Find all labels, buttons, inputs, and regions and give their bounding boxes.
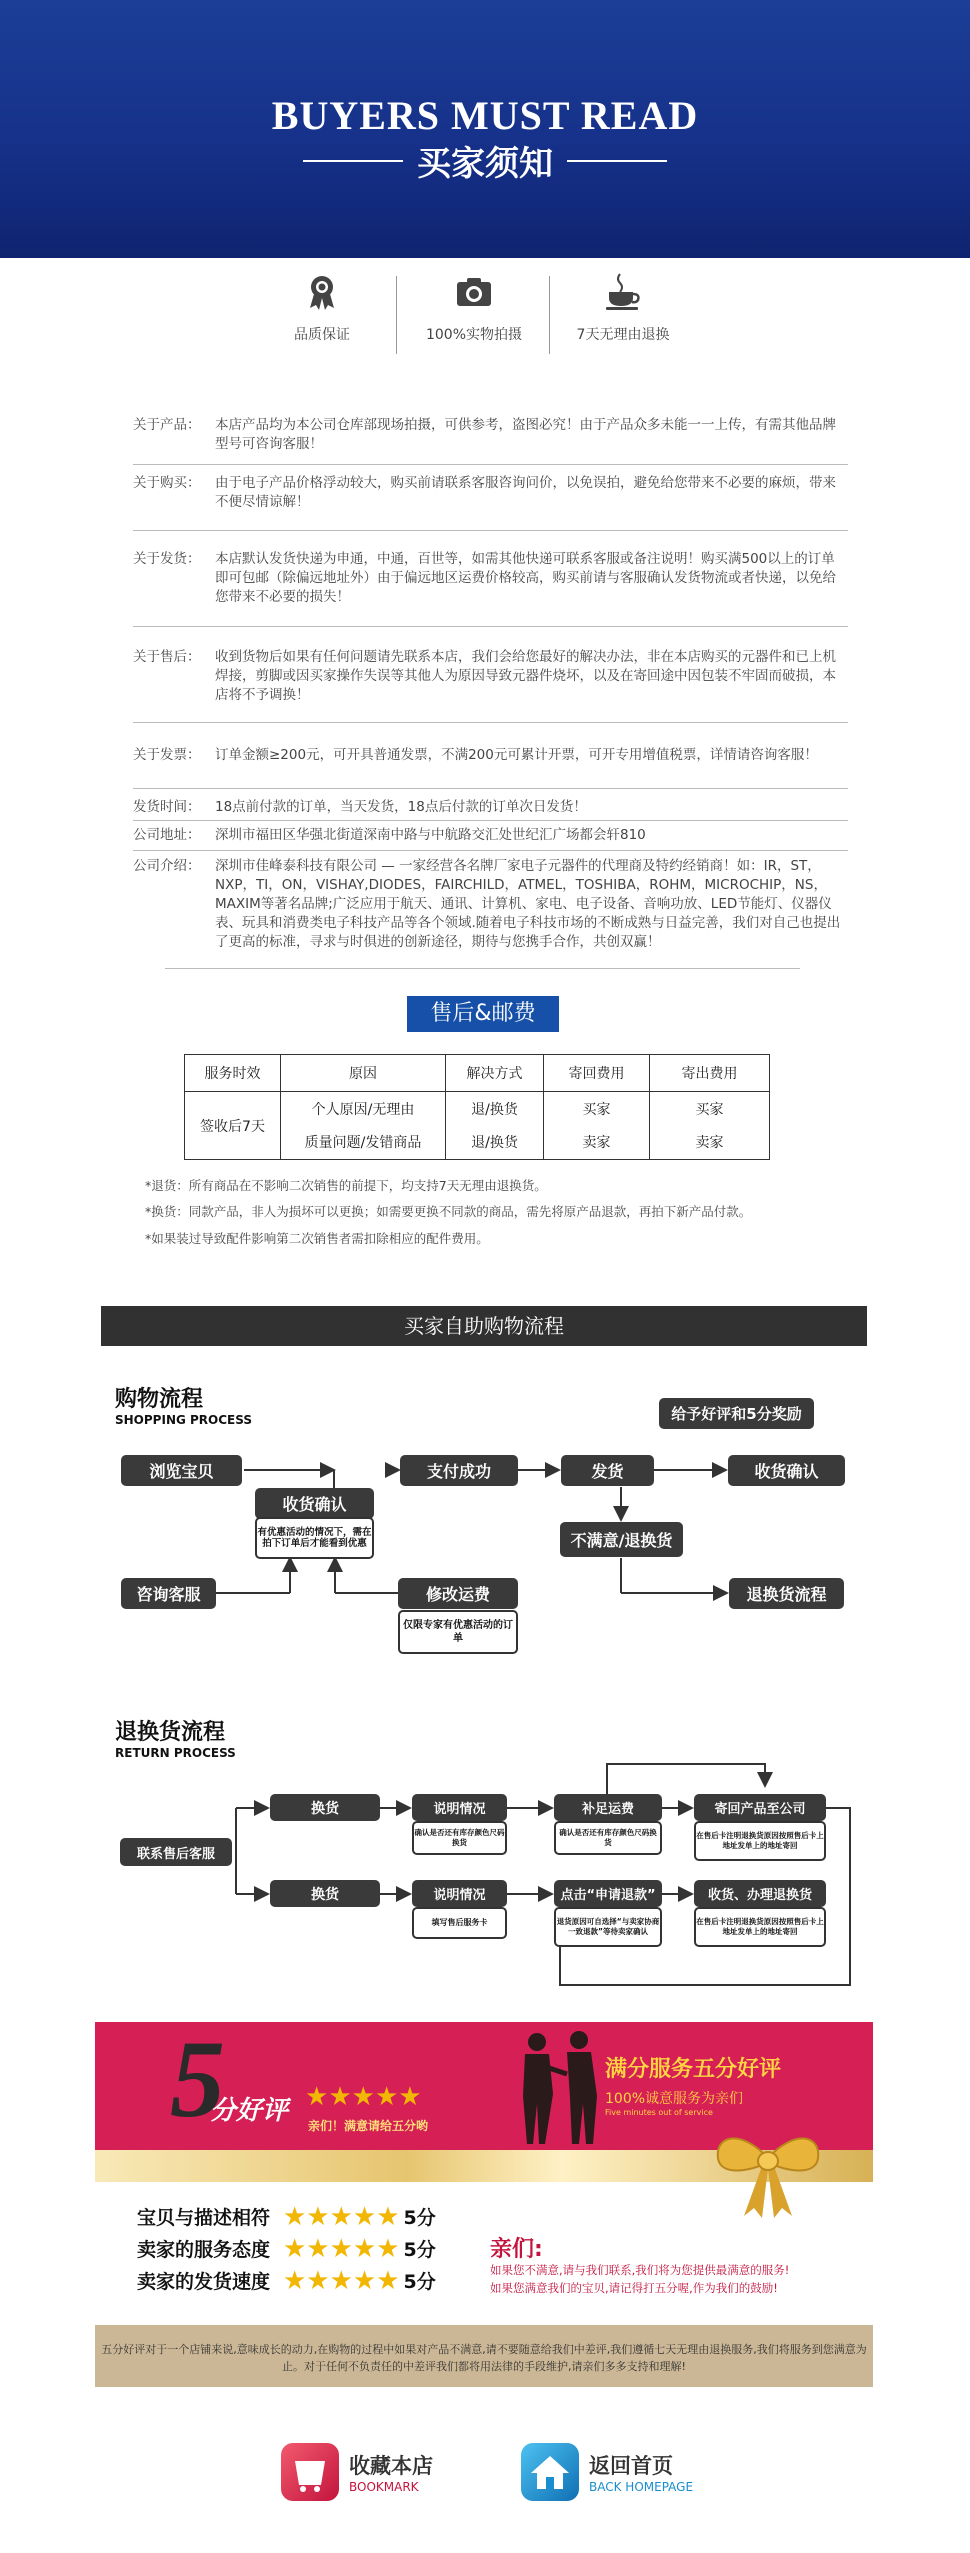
promo-stars <box>305 2084 422 2110</box>
rating-score: 5分 <box>403 2239 436 2261</box>
star-icon: ★ <box>328 2082 352 2112</box>
info-label: 发货时间： <box>133 799 201 815</box>
bow-icon <box>710 2128 826 2220</box>
table-cell: 卖家 <box>544 1126 650 1160</box>
info-text: 本店产品均为本公司仓库部现场拍摄，可供参考，盗图必究！由于产品众多未能一一上传，有需其他品牌型号可咨询客服！ <box>215 417 836 452</box>
info-label: 关于发票： <box>133 747 201 763</box>
table-cell: 签收后7天 <box>185 1092 281 1160</box>
handshake-silhouette-icon <box>513 2028 605 2148</box>
dear-line: 如果您不满意,请与我们联系,我们将为您提供最满意的服务! <box>490 2263 790 2277</box>
after-sale-title: 售后&邮费 <box>407 996 559 1032</box>
star-icon: ★★★★★ <box>283 2265 400 2296</box>
dear-line: 如果您满意我们的宝贝,请记得打五分喔,作为我们的鼓励! <box>490 2281 778 2295</box>
home-button[interactable] <box>521 2443 693 2501</box>
table-cell: 买家 <box>544 1092 650 1126</box>
return-heading <box>115 1715 236 1760</box>
consult-node: 咨询客服 <box>121 1578 216 1609</box>
receive-node: 收货确认 <box>728 1455 845 1486</box>
star-icon: ★ <box>398 2082 422 2112</box>
info-label: 关于发货： <box>133 551 201 567</box>
star-icon: ★ <box>351 2082 375 2112</box>
flow-title-bar: 买家自助购物流程 <box>101 1306 867 1346</box>
table-cell: 买家 <box>650 1092 770 1126</box>
supplement-fee-node: 补足运费 <box>554 1794 662 1821</box>
table-cell: 卖家 <box>650 1126 770 1160</box>
table-cell: 退/换货 <box>446 1126 544 1160</box>
ship-node: 发货 <box>561 1455 654 1486</box>
explain-note: 确认是否还有库存颜色尺码换货 <box>412 1821 507 1855</box>
rating-label: 卖家的服务态度 <box>137 2239 271 2261</box>
table-header: 寄出费用 <box>650 1055 770 1092</box>
table-header: 原因 <box>281 1055 446 1092</box>
info-text: 订单金额≥200元，可开具普通发票，不满200元可累计开票，可开专用增值税票，详情请咨询客服！ <box>215 747 818 763</box>
info-label: 关于购买： <box>133 475 201 491</box>
big-five: 5 <box>170 2018 225 2140</box>
contact-service-node: 联系售后客服 <box>120 1838 232 1866</box>
explain-note: 填写售后服务卡 <box>412 1907 507 1939</box>
rating-row <box>137 2235 436 2262</box>
badge-label: 品质保证 <box>294 327 350 343</box>
promo-right-sub: 100%诚意服务为亲们 <box>605 2091 744 2107</box>
info-text: 由于电子产品价格浮动较大，购买前请联系客服咨询问价，以免误拍，避免给您带来不必要的麻烦，带来不便尽情谅解！ <box>215 475 836 510</box>
section-title: 购物流程 <box>115 1387 204 1412</box>
table-header: 服务时效 <box>185 1055 281 1092</box>
send-back-node: 寄回产品至公司 <box>694 1794 826 1821</box>
info-text: 收到货物后如果有任何问题请先联系本店，我们会给您最好的解决办法，非在本店购买的元器件和已上机焊接，剪脚或因买家操作失误等其他人为原因导致元器件烧坏，以及在寄回途中因包装不牢固而破损，本店将不予调换！ <box>215 649 836 703</box>
rating-score: 5分 <box>403 2207 436 2229</box>
apply-refund-node: 点击“申请退款” <box>554 1880 662 1907</box>
promo-sub: 亲们！满意请给五分哟 <box>308 2119 429 2133</box>
section-subtitle: RETURN PROCESS <box>115 1746 236 1760</box>
review-node: 给予好评和5分奖励 <box>659 1398 814 1429</box>
rating-row <box>137 2203 436 2230</box>
bookmark-sub: BOOKMARK <box>349 2480 419 2494</box>
info-label: 关于产品： <box>133 417 201 433</box>
section-subtitle: SHOPPING PROCESS <box>115 1413 252 1427</box>
info-text: 18点前付款的订单，当天发货，18点后付款的订单次日发货！ <box>215 799 587 815</box>
banner-title-cn: 买家须知 <box>417 144 553 184</box>
star-icon: ★ <box>374 2082 399 2112</box>
note-exchange: *换货：同款产品，非人为损坏可以更换；如需要更换不同款的商品，需先将原产品退款，再拍下新产品付款。 <box>145 1204 752 1219</box>
exchange-node: 换货 <box>270 1794 380 1821</box>
confirm-note: 有优惠活动的情况下，需在拍下订单后才能看到优惠 <box>255 1517 374 1559</box>
home-sub: BACK HOMEPAGE <box>589 2480 694 2494</box>
explain-node: 说明情况 <box>412 1794 507 1821</box>
rating-label: 宝贝与描述相符 <box>137 2207 271 2229</box>
rating-label: 卖家的发货速度 <box>137 2271 271 2293</box>
star-icon: ★ <box>305 2082 329 2112</box>
rating-row <box>137 2267 436 2294</box>
modify-fee-node: 修改运费 <box>398 1578 518 1609</box>
info-text: 深圳市福田区华强北街道深南中路与中航路交汇处世纪汇广场都会轩810 <box>215 827 646 843</box>
note-return: *退货：所有商品在不影响二次销售的前提下，均支持7天无理由退换货。 <box>145 1178 547 1193</box>
bookmark-icon <box>281 2443 339 2501</box>
star-icon: ★★★★★ <box>283 2201 400 2232</box>
footer-notice: 五分好评对于一个店铺来说,意味成长的动力,在购物的过程中如果对产品不满意,请不要随意给我们中差评,我们遵循七天无理由退换服务,我们将服务到您满意为止。对于任何不负责任的中差评我们都将用法律的手段维护,请亲们多多支持和理解! <box>95 2325 873 2387</box>
modify-fee-note: 仅限专家有优惠活动的订单 <box>398 1610 518 1654</box>
bookmark-button[interactable] <box>281 2443 433 2501</box>
bookmark-label: 收藏本店 <box>349 2454 433 2478</box>
banner-title-en: BUYERS MUST READ <box>271 93 699 138</box>
table-cell: 个人原因/无理由 <box>281 1092 446 1126</box>
promo-right-title: 满分服务五分好评 <box>605 2057 782 2082</box>
dissatisfied-node: 不满意/退换货 <box>560 1522 683 1557</box>
receive-refund-node: 收货、办理退换货 <box>694 1880 826 1907</box>
confirm-node: 收货确认 <box>255 1488 374 1519</box>
info-text: 本店默认发货快递为申通，中通，百世等，如需其他快递可联系客服或备注说明！购买满500以上的订单即可包邮（除偏远地址外）由于偏远地区运费价格较高，购买前请与客服确认发货物流或者快递，以免给您带来不必要的损失！ <box>215 551 836 605</box>
promo-right-en: Five minutes out of service <box>605 2108 713 2117</box>
section-title: 退换货流程 <box>115 1720 226 1745</box>
note-accessory: *如果装过导致配件影响第二次销售者需扣除相应的配件费用。 <box>145 1231 489 1246</box>
home-label: 返回首页 <box>589 2454 673 2478</box>
supplement-fee-note: 确认是否还有库存颜色尺码换货 <box>554 1821 662 1855</box>
explain-node: 说明情况 <box>412 1880 507 1907</box>
browse-node: 浏览宝贝 <box>121 1455 242 1486</box>
info-label: 关于售后： <box>133 649 201 665</box>
rating-score: 5分 <box>403 2271 436 2293</box>
good-review-text: 分好评 <box>210 2096 289 2126</box>
info-text: 深圳市佳峰泰科技有限公司 — 一家经营各名牌厂家电子元器件的代理商及特约经销商！如：IR，ST，NXP，TI，ON，VISHAY,DIODES，FAIRCHILD，ATMEL，TOSHIBA，ROHM，MICROCHIP，NS，MAXIM等著名品牌;广泛应用于航天、通讯、计算机、家电、电子设备、音响功放、LED节能灯、仪器仪表、玩具和消费类电子科技产品等各个领域.随着电子科技市场的不断成熟与日益完善，我们对自己也提出了更高的标准，寻求与时俱进的创新途径，期待与您携手合作，共创双赢！ <box>215 858 841 950</box>
home-icon <box>521 2443 579 2501</box>
star-icon: ★★★★★ <box>283 2233 400 2264</box>
table-header: 寄回费用 <box>544 1055 650 1092</box>
receive-refund-note: 在售后卡注明退换货原因按照售后卡上地址发单上的地址寄回 <box>694 1907 826 1947</box>
table-cell: 退/换货 <box>446 1092 544 1126</box>
table-header: 解决方式 <box>446 1055 544 1092</box>
return-node: 换货 <box>270 1880 380 1907</box>
return-flow-node: 退换货流程 <box>729 1578 844 1609</box>
info-label: 公司介绍： <box>133 858 201 874</box>
pay-node: 支付成功 <box>400 1455 518 1486</box>
apply-refund-note: 退货原因可自选择“与卖家协商一致退款”等待卖家确认 <box>554 1907 662 1947</box>
send-back-note: 在售后卡注明退换货原因按照售后卡上地址发单上的地址寄回 <box>694 1821 826 1861</box>
dear-title: 亲们: <box>490 2237 543 2262</box>
table-cell: 质量问题/发错商品 <box>281 1126 446 1160</box>
info-label: 公司地址： <box>133 827 201 843</box>
badge-label: 7天无理由退换 <box>576 327 670 343</box>
badge-label: 100%实物拍摄 <box>425 327 523 343</box>
